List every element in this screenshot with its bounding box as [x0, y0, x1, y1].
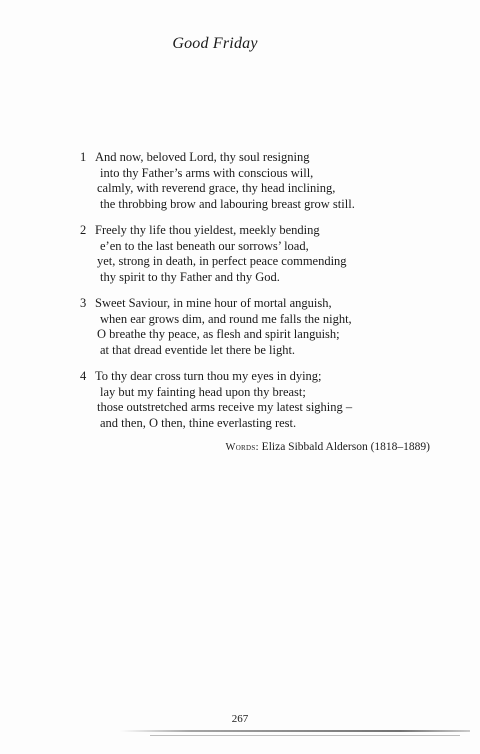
verse-lines	[95, 369, 420, 431]
verse-4	[80, 369, 420, 431]
verse-line: And now, beloved Lord, thy soul resigning	[95, 150, 310, 164]
verse-line: into thy Father’s arms with conscious will,	[100, 165, 314, 180]
verse-line: To thy dear cross turn thou my eyes in dying;	[95, 369, 322, 383]
verse-3	[80, 296, 420, 358]
verse-line: O breathe thy peace, as flesh and spirit languish;	[97, 327, 340, 341]
verse-line: when ear grows dim, and round me falls the night,	[100, 311, 352, 326]
verse-line: Freely thy life thou yieldest, meekly bending	[95, 223, 320, 237]
verse-line: at that dread eventide let there be light.	[100, 342, 296, 357]
verse-2	[80, 223, 420, 285]
verse-number: 1	[80, 150, 87, 164]
credit-author: Eliza Sibbald Alderson (1818–1889)	[261, 441, 430, 453]
credit-label: Words:	[225, 442, 259, 453]
page-number: 267	[231, 713, 249, 725]
verse-number: 3	[80, 296, 87, 310]
words-credit	[225, 441, 430, 453]
verse-line: those outstretched arms receive my latest sighing –	[97, 400, 353, 414]
hymn-title: Good Friday	[172, 35, 258, 52]
verse-line: e’en to the last beneath our sorrows’ load,	[100, 238, 309, 253]
verse-number: 4	[80, 369, 87, 383]
verse-line: yet, strong in death, in perfect peace commending	[97, 254, 347, 268]
verse-line: Sweet Saviour, in mine hour of mortal anguish,	[95, 296, 332, 310]
page-edge-shadow	[120, 730, 470, 732]
verse-number: 2	[80, 223, 87, 237]
verse-line: lay but my fainting head upon thy breast;	[100, 384, 306, 399]
verse-lines	[95, 150, 420, 212]
verse-lines	[95, 296, 420, 358]
verse-line: thy spirit to thy Father and thy God.	[100, 269, 280, 284]
verse-line: and then, O then, thine everlasting rest.	[100, 415, 297, 430]
verse-line: calmly, with reverend grace, thy head inclining,	[97, 181, 336, 195]
page-edge-shadow	[150, 735, 460, 736]
verse-1	[80, 150, 420, 212]
verse-lines	[95, 223, 420, 285]
verses-block	[80, 150, 420, 442]
verse-line: the throbbing brow and labouring breast grow still.	[100, 196, 355, 211]
